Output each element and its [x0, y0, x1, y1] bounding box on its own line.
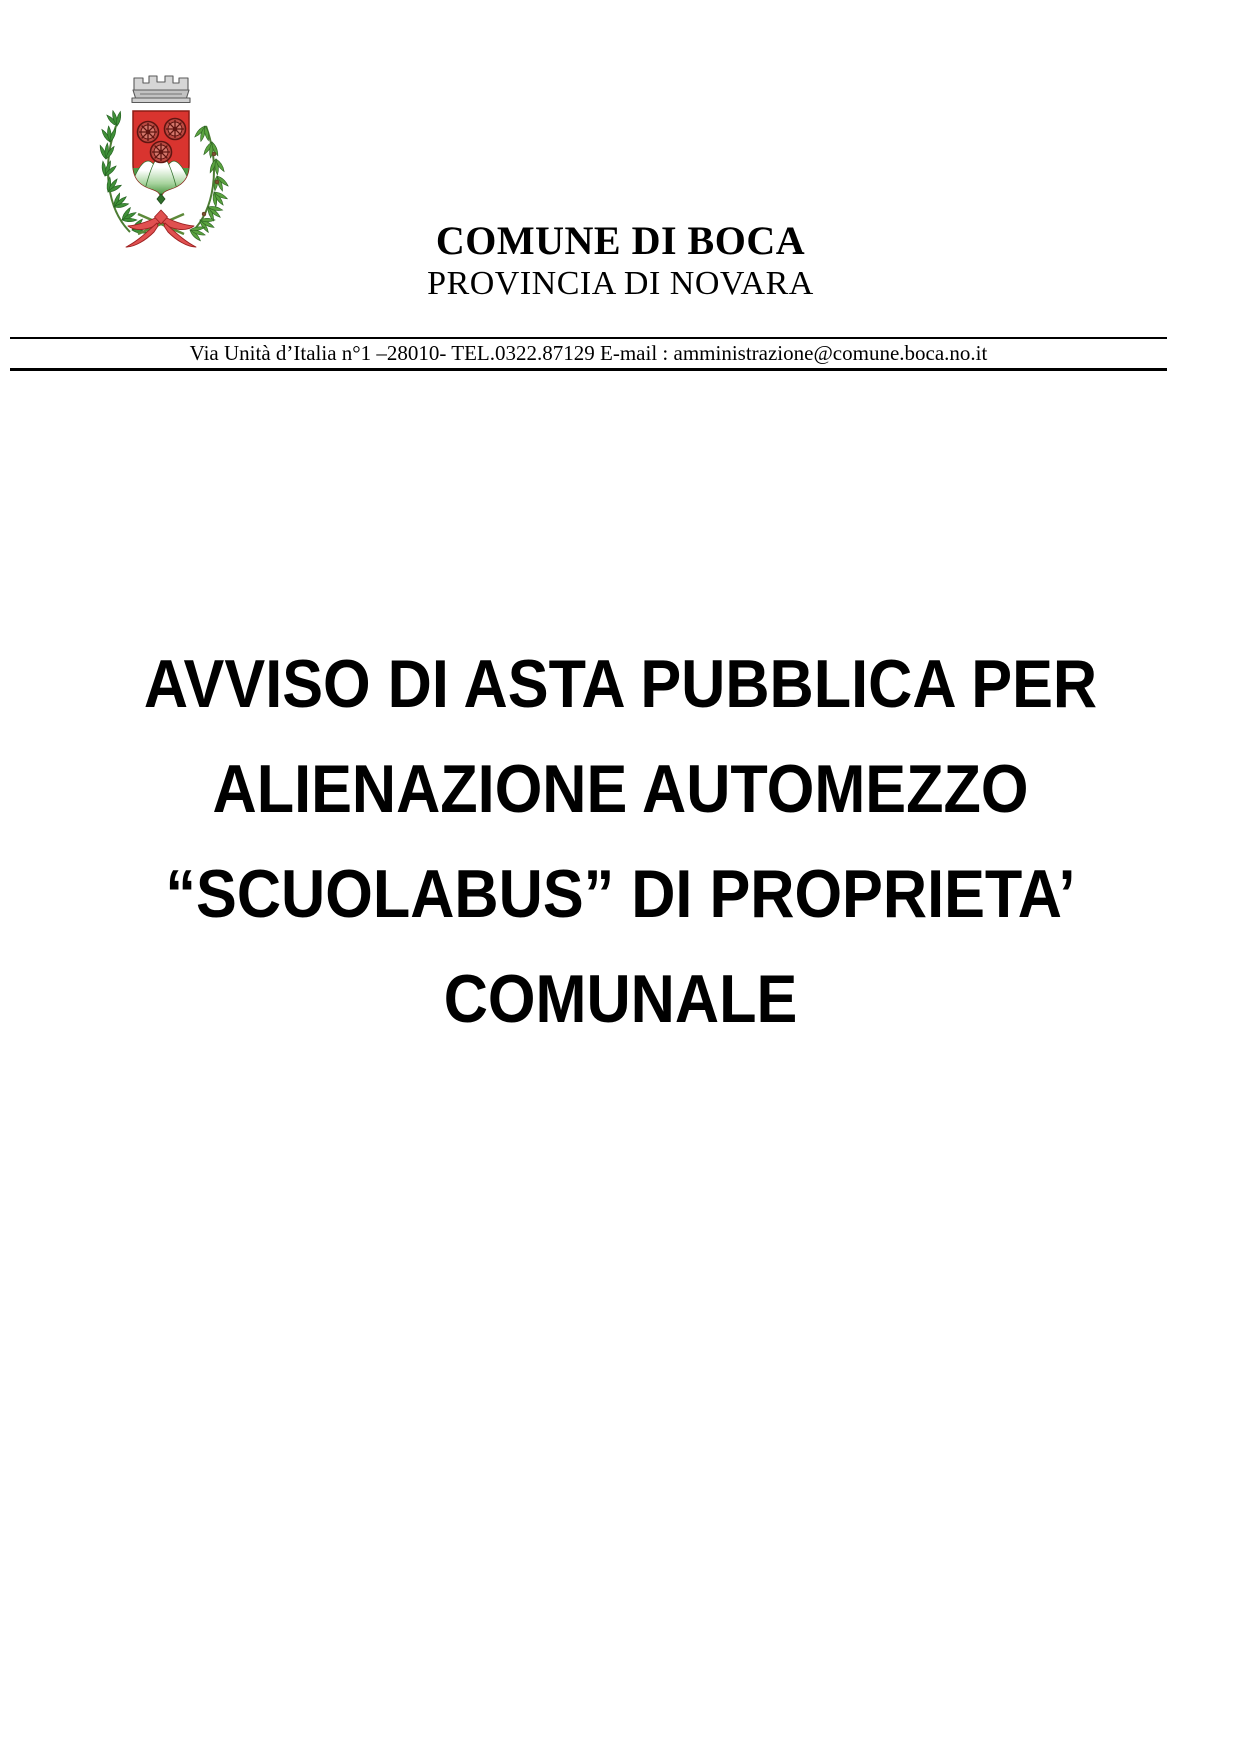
letterhead	[0, 218, 1241, 304]
address-bar	[10, 337, 1167, 371]
announcement-title-line: COMUNALE	[443, 961, 798, 1037]
announcement-title-line: “SCUOLABUS” DI PROPRIETA’	[165, 856, 1076, 932]
address-line: Via Unità d’Italia n°1 –28010- TEL.0322.87129 E-mail : amministrazione@comune.boca.no.it	[189, 341, 988, 365]
mural-crown-icon	[132, 76, 190, 103]
announcement-title	[0, 632, 1241, 1052]
shield-icon	[129, 111, 193, 208]
municipality-name: COMUNE DI BOCA	[435, 218, 806, 263]
province-name: PROVINCIA DI NOVARA	[427, 265, 814, 302]
announcement-title-line: AVVISO DI ASTA PUBBLICA PER	[143, 646, 1098, 722]
announcement-title-line: ALIENAZIONE AUTOMEZZO	[212, 751, 1029, 827]
